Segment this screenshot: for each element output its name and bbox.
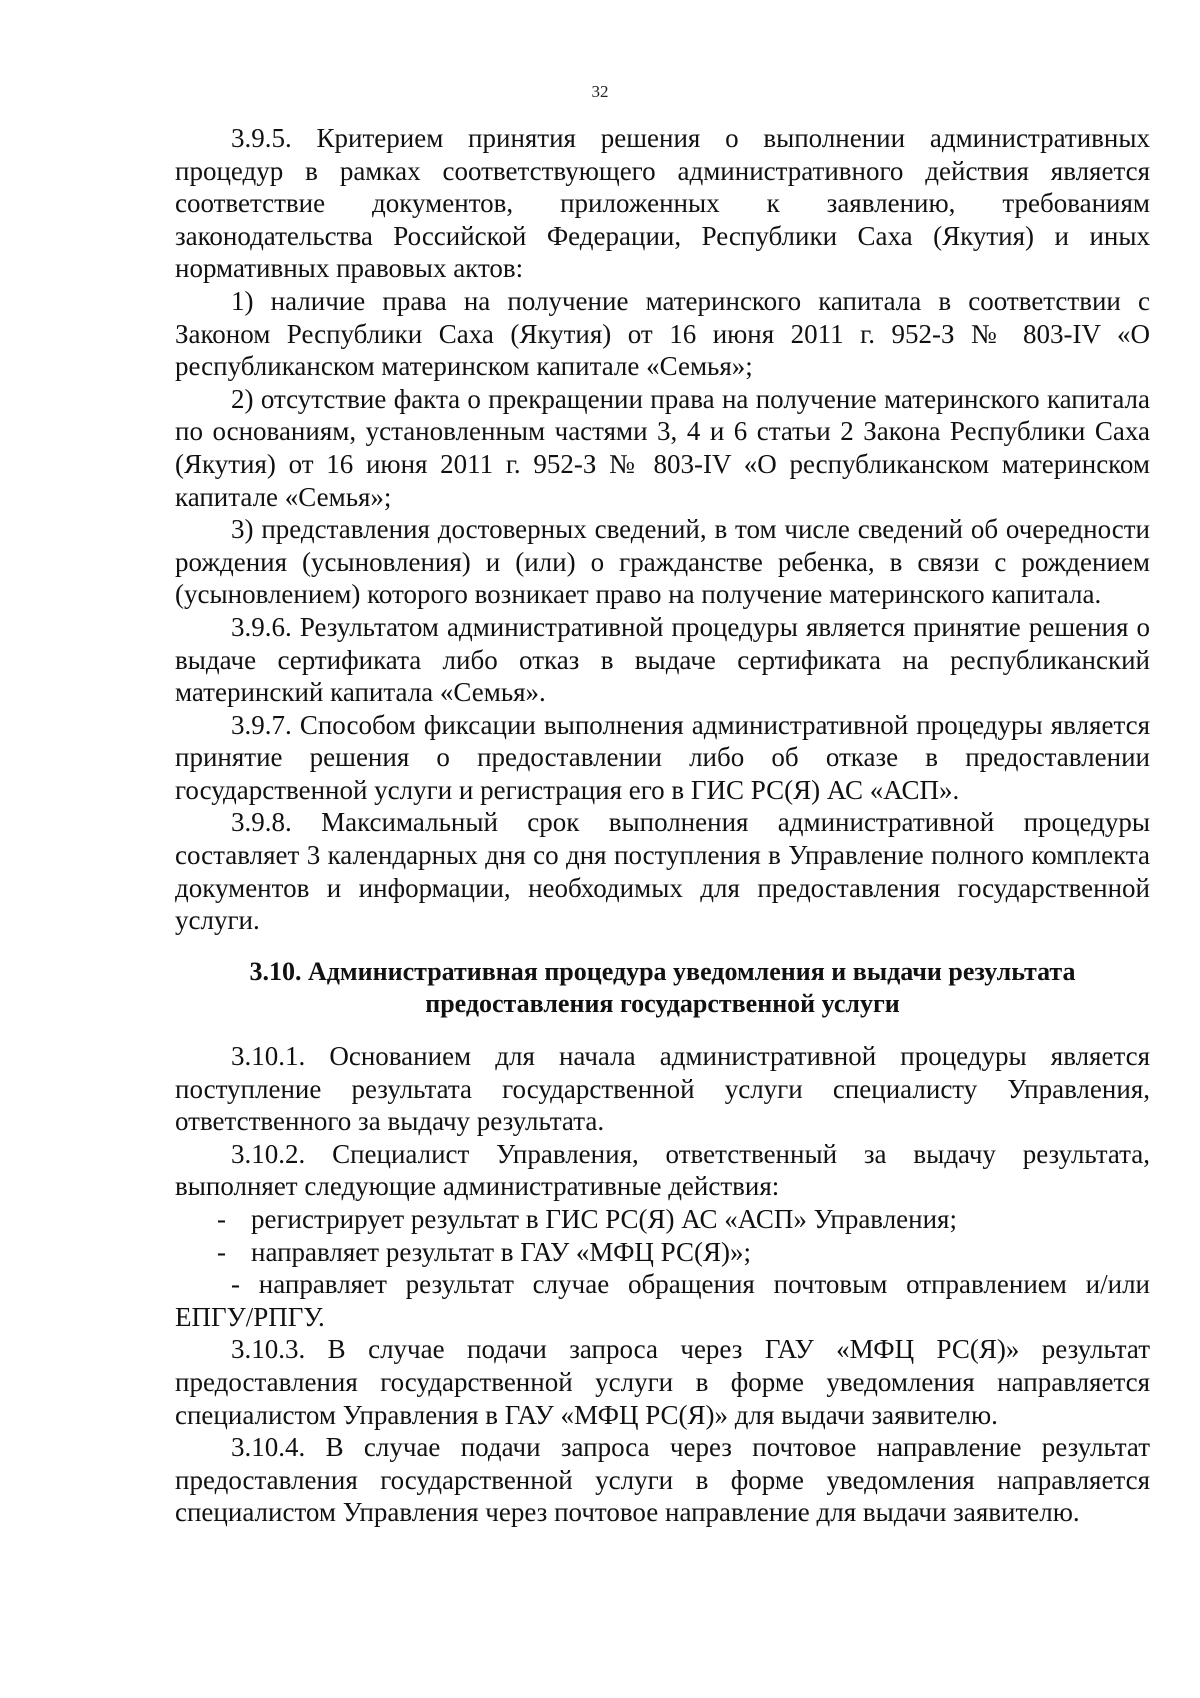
- paragraph-3-9-8: 3.9.8. Максимальный срок выполнения административной процедуры составляет 3 календарных дня со дня поступления в Управление полного комплекта документов и информации, необходимых для предоставления государственной услуги.: [175, 807, 1150, 936]
- paragraph-3-9-6: 3.9.6. Результатом административной процедуры является принятие решения о выдаче сертификата либо отказ в выдаче сертификата на республиканский материнский капитала «Семья».: [175, 611, 1150, 708]
- dash-list-item: [175, 1203, 1150, 1236]
- paragraph-3-10-4: 3.10.4. В случае подачи запроса через почтовое направление результат предоставления государственной услуги в форме уведомления направляется специалистом Управления через почтовое направление для выдачи заявителю.: [175, 1432, 1150, 1528]
- list-item-2: 2) отсутствие факта о прекращении права на получение материнского капитала по основаниям, установленным частями 3, 4 и 6 статьи 2 Закона Республики Саха (Якутия) от 16 июня 2011 г. 952-З № 803-IV «О республиканском материнском капитале «Семья»;: [175, 383, 1150, 512]
- section-heading-3-10: [175, 956, 1150, 1021]
- paragraph-3-10-3: 3.10.3. В случае подачи запроса через ГАУ «МФЦ РС(Я)» результат предоставления государственной услуги в форме уведомления направляется специалистом Управления в ГАУ «МФЦ РС(Я)» для выдачи заявителю.: [175, 1334, 1150, 1430]
- list-item-3: 3) представления достоверных сведений, в том числе сведений об очередности рождения (усыновления) и (или) о гражданстве ребенка, в связи с рождением (усыновлением) которого возникает право на получение материнского капитала.: [175, 514, 1150, 610]
- dash-list-item-text: направляет результат в ГАУ «МФЦ РС(Я)»;: [251, 1236, 752, 1267]
- paragraph-3-10-1: 3.10.1. Основанием для начала административной процедуры является поступление результата государственной услуги специалисту Управления, ответственного за выдачу результата.: [175, 1041, 1150, 1137]
- list-item-1: 1) наличие права на получение материнского капитала в соответствии с Законом Республики Саха (Якутия) от 16 июня 2011 г. 952-З № 803-IV «О республиканском материнском капитале «Семья»;: [175, 285, 1150, 382]
- section-heading-line-1: 3.10. Административная процедура уведомления и выдачи результата: [249, 956, 1076, 986]
- paragraph-3-10-2: 3.10.2. Специалист Управления, ответственный за выдачу результата, выполняет следующие административные действия:: [175, 1138, 1150, 1202]
- dash-list-item-text: регистрирует результат в ГИС РС(Я) АС «АСП» Управления;: [251, 1204, 957, 1234]
- paragraph-mail-delivery: - направляет результат случае обращения почтовым отправлением и/или ЕПГУ/РПГУ.: [175, 1269, 1150, 1332]
- paragraph-3-9-5: 3.9.5. Критерием принятия решения о выполнении административных процедур в рамках соответствующего административного действия является соответствие документов, приложенных к заявлению, требованиям законодательства Российской Федерации, Республики Саха (Якутия) и иных нормативных правовых актов:: [175, 123, 1150, 284]
- section-heading-line-2: предоставления государственной услуги: [425, 989, 900, 1019]
- paragraph-3-9-7: 3.9.7. Способом фиксации выполнения административной процедуры является принятие решения о предоставлении либо об отказе в предоставлении государственной услуги и регистрация его в ГИС РС(Я) АС «АСП».: [175, 709, 1150, 805]
- dash-marker: -: [217, 1236, 226, 1267]
- document-body: [175, 122, 1150, 1529]
- dash-list-item: [175, 1236, 1150, 1269]
- page-number: 32: [591, 82, 609, 101]
- dash-marker: -: [217, 1204, 226, 1234]
